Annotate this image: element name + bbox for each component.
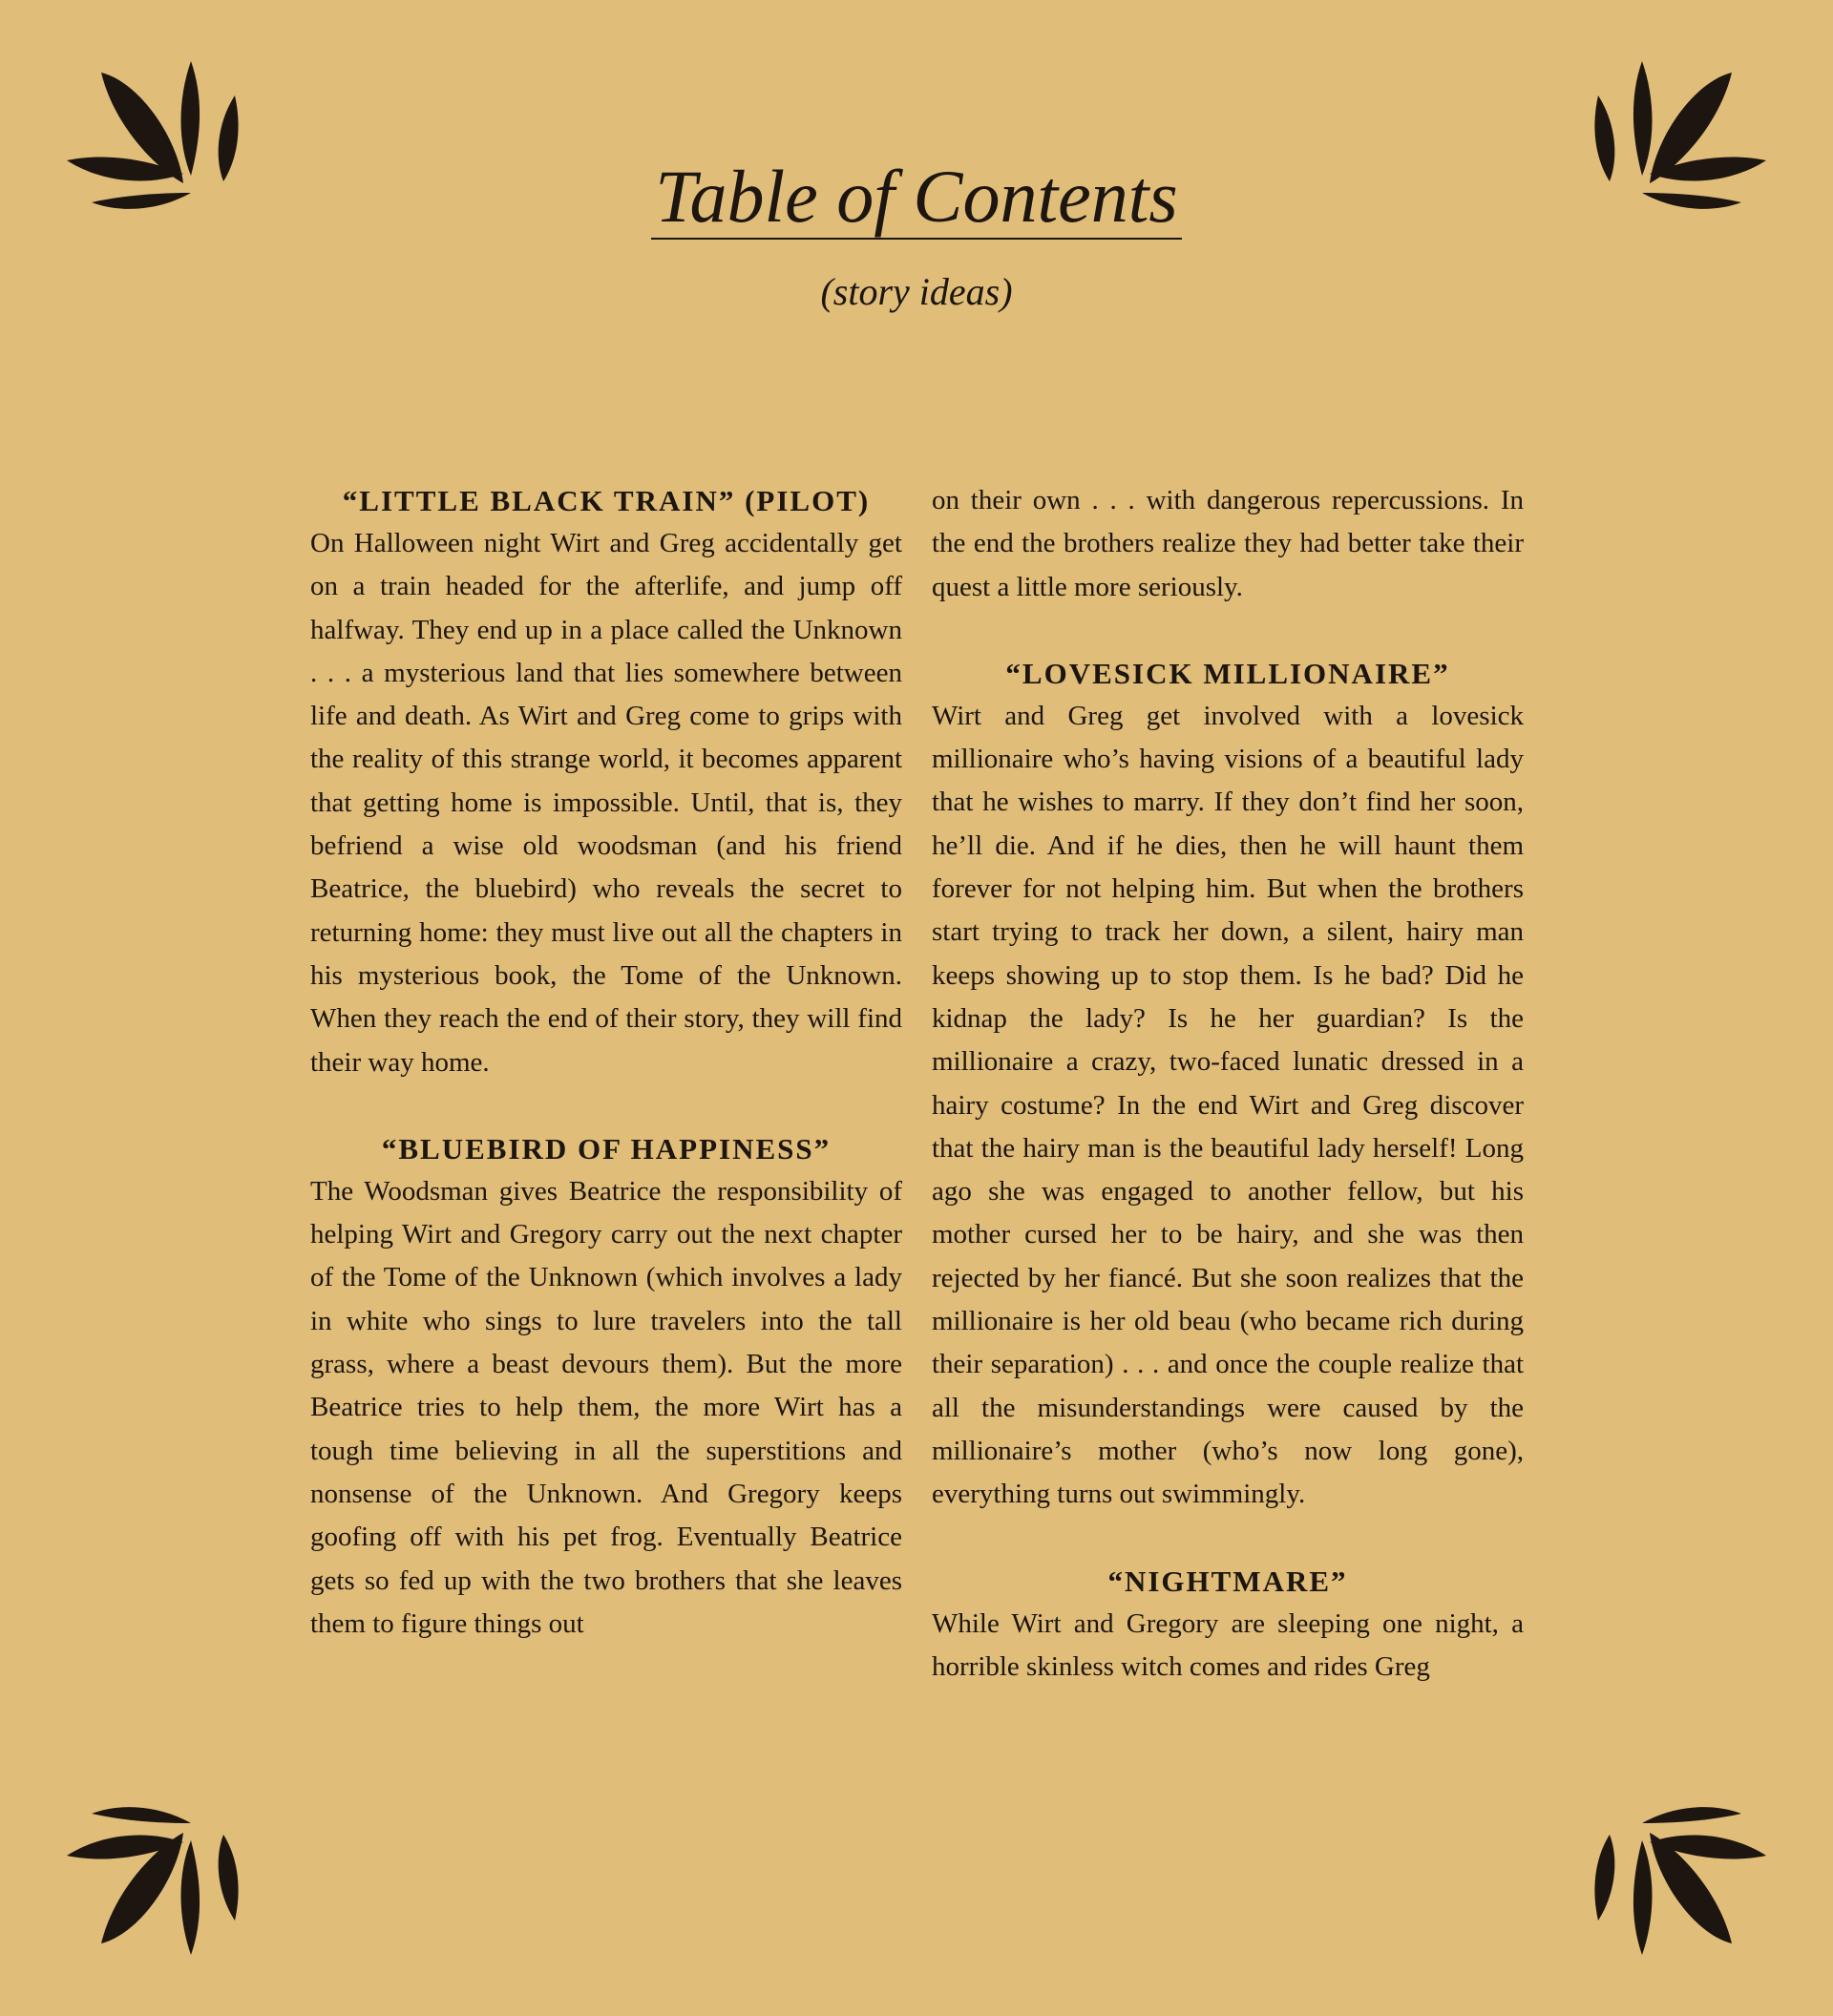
leaf-sprig-icon-bottom-right xyxy=(1577,1787,1768,1959)
section-heading: “LITTLE BLACK TRAIN” (PILOT) xyxy=(342,484,871,517)
section-body: On Halloween night Wirt and Greg accidentally get on a train headed for the afterlife, and jump off halfway. They end up in a place called the Unknown . . . a mysterious land that lies somewhere between life and death. As Wirt and Greg come to grips with the reality of this strange world, it becomes apparent that getting home is impossible. Until, that is, they befriend a wise old woodsman (and his friend Beatrice, the bluebird) who reveals the secret to returning home: they must live out all the chapters in his mysterious book, the Tome of the Unknown. When they reach the end of their story, they will find their way home. xyxy=(310,528,902,1078)
section-little-black-train xyxy=(310,479,902,1084)
left-column xyxy=(310,479,902,1689)
page-title-text: Table of Contents xyxy=(651,155,1182,240)
section-body: While Wirt and Gregory are sleeping one night, a horrible skinless witch comes and rides Greg xyxy=(932,1607,1524,1682)
section-lovesick-millionaire xyxy=(932,652,1524,1517)
page-subtitle: (story ideas) xyxy=(820,270,1013,313)
section-bluebird-of-happiness xyxy=(310,1127,902,1646)
section-body: The Woodsman gives Beatrice the responsibility of helping Wirt and Gregory carry out the next chapter of the Tome of the Unknown (which involves a lady in white who sings to lure travelers into the tall grass, where a beast devours them). But the more Beatrice tries to help them, the more Wirt has a tough time believing in all the superstitions and nonsense of the Unknown. And Gregory keeps goofing off with his pet frog. Eventually Beatrice gets so fed up with the two brothers that she leaves them to figure things out xyxy=(310,1175,902,1639)
section-nightmare xyxy=(932,1560,1524,1690)
page-title xyxy=(0,151,1833,242)
section-heading: “NIGHTMARE” xyxy=(1107,1564,1348,1598)
section-heading: “LOVESICK MILLIONAIRE” xyxy=(1005,656,1450,690)
section-body: Wirt and Greg get involved with a lovesick millionaire who’s having visions of a beautiful lady that he wishes to marry. If they don’t find her soon, he’ll die. And if he dies, then he will haunt them forever for not helping him. But when the brothers start trying to track her down, a silent, hairy man keeps showing up to stop them. Is he bad? Did he kidnap the lady? Is he her guardian? Is the millionaire a crazy, two-faced lunatic dressed in a hairy costume? In the end Wirt and Greg discover that the hairy man is the beautiful lady herself! Long ago she was engaged to another fellow, but his mother cursed her to be hairy, and she was then rejected by her fiancé. But she soon realizes that the millionaire is her old beau (who became rich during their separation) . . . and once the couple realize that all the misunderstandings were caused by the millionaire’s mother (who’s now long gone), everything turns out swimmingly. xyxy=(932,700,1524,1510)
section-heading: “BLUEBIRD OF HAPPINESS” xyxy=(381,1131,832,1166)
section-bluebird-continued xyxy=(932,479,1524,609)
leaf-sprig-icon xyxy=(65,1787,256,1959)
right-column xyxy=(932,479,1524,1732)
leaf-sprig-icon-bottom-left xyxy=(65,1787,256,1959)
section-body-continued: on their own . . . with dangerous repercussions. In the end the brothers realize they had better take their quest a little more seriously. xyxy=(932,485,1524,602)
leaf-sprig-icon xyxy=(1577,1787,1768,1959)
